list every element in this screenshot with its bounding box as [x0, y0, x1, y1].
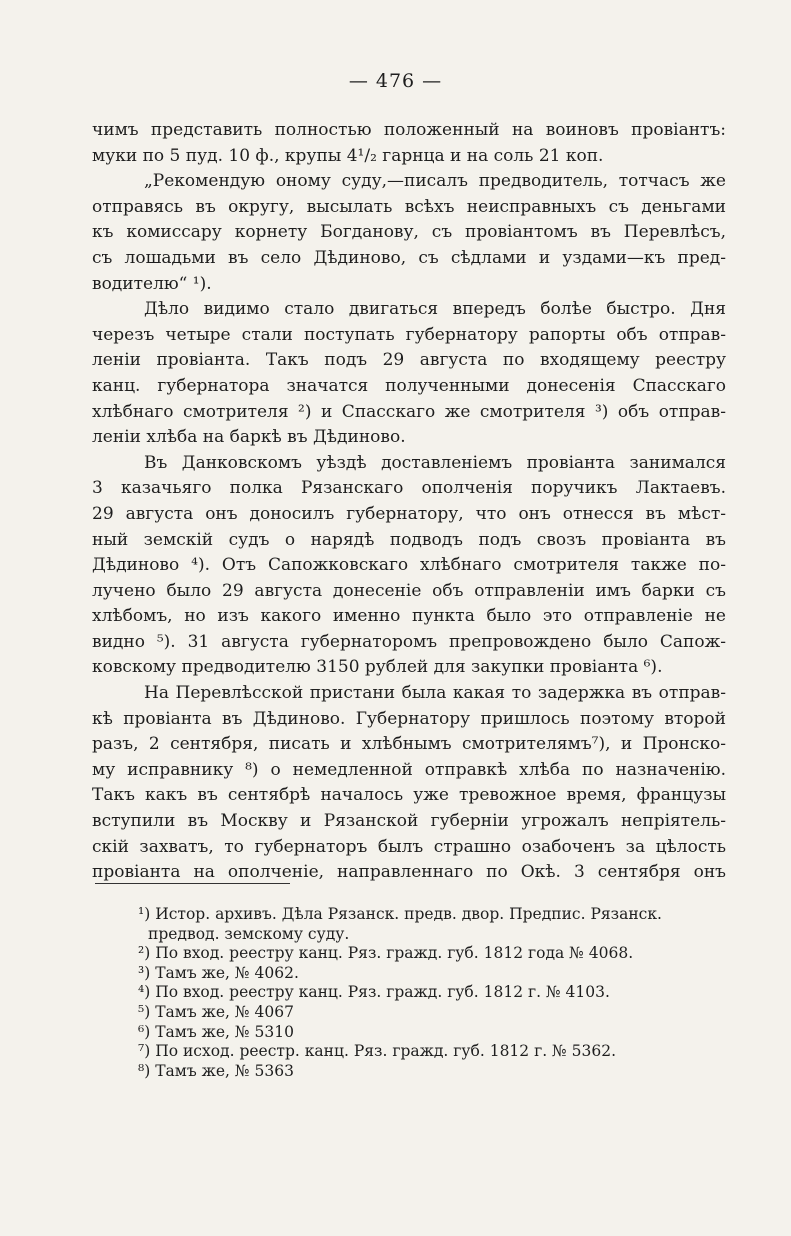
footnote: ³) Тамъ же, № 4062.	[138, 963, 299, 982]
text-line: хлѣбнаго смотрителя ²) и Спасскаго же смотрителя ³) объ отправ-	[92, 401, 726, 422]
text-line: леніи провіанта. Такъ подъ 29 августа по входящему реестру	[92, 350, 726, 371]
text-line: водителю“ ¹).	[92, 273, 212, 294]
footnote: ⁸) Тамъ же, № 5363	[138, 1061, 294, 1080]
footnote: ¹) Истор. архивъ. Дѣла Рязанск. предв. двор. Предпис. Рязанск.	[138, 905, 662, 923]
footnote: ⁷) По исход. реестр. канц. Ряз. гражд. губ. 1812 г. № 5362.	[138, 1042, 617, 1061]
text-line: му исправнику ⁸) о немедленной отправкѣ хлѣба по назначенію.	[92, 759, 726, 780]
footnote: ²) По вход. реестру канц. Ряз. гражд. губ. 1812 года № 4068.	[138, 944, 634, 963]
text-line: видно ⁵). 31 августа губернаторомъ препровождено было Сапож-	[92, 631, 726, 652]
text-line: Дѣдиново ⁴). Отъ Сапожковскаго хлѣбнаго смотрителя также по-	[92, 555, 726, 576]
text-line: ковскому предводителю 3150 рублей для закупки провіанта ⁶).	[92, 657, 663, 678]
text-line: вступили въ Москву и Рязанской губерніи угрожалъ непріятель-	[92, 811, 726, 832]
text-line: лучено было 29 августа донесеніе объ отправленіи имъ барки съ	[92, 580, 726, 601]
text-line: 3 казачьяго полка Рязанскаго ополченія поручикъ Лактаевъ.	[92, 478, 726, 499]
text-line: Такъ какъ въ сентябрѣ началось уже тревожное время, французы	[92, 785, 726, 806]
footnotes	[138, 905, 738, 1081]
text-line: канц. губернатора значатся полученными донесенія Спасскаго	[92, 375, 726, 396]
text-line: провіанта на ополченіе, направленнаго по Окѣ. 3 сентября онъ	[92, 862, 726, 883]
text-line: ный земскій судъ о нарядѣ подводъ подъ свозъ провіанта въ	[92, 529, 726, 550]
text-line: леніи хлѣба на баркѣ въ Дѣдиново.	[92, 427, 406, 448]
text-line: На Перевлѣсской пристани была какая то задержка въ отправ-	[144, 683, 726, 704]
text-line: Въ Данковскомъ уѣздѣ доставленіемъ провіанта занимался	[144, 452, 726, 473]
footnote-divider	[95, 883, 290, 884]
text-line: „Рекомендую оному суду,—писалъ предводитель, тотчасъ же	[144, 171, 726, 192]
text-line: разъ, 2 сентября, писать и хлѣбнымъ смотрителямъ⁷), и Пронско-	[92, 734, 726, 755]
footnote: ⁴) По вход. реестру канц. Ряз. гражд. губ. 1812 г. № 4103.	[138, 983, 610, 1002]
text-line: черезъ четыре стали поступать губернатору рапорты объ отправ-	[92, 324, 726, 345]
text-line: хлѣбомъ, но изъ какого именно пункта было это отправленіе не	[92, 606, 726, 627]
text-line: кѣ провіанта въ Дѣдиново. Губернатору пришлось поэтому второй	[92, 708, 726, 729]
text-line: къ комиссару корнету Богданову, съ провіантомъ въ Перевлѣсъ,	[92, 222, 726, 243]
text-line: чимъ представить полностью положенный на воиновъ провіантъ:	[92, 120, 726, 140]
text-line: муки по 5 пуд. 10 ф., крупы 4¹/₂ гарнца и на соль 21 коп.	[92, 145, 604, 166]
footnote: ⁵) Тамъ же, № 4067	[138, 1002, 294, 1021]
footnote: предвод. земскому суду.	[148, 924, 350, 943]
body-text	[92, 118, 726, 886]
page-number: — 476 —	[348, 70, 443, 92]
footnote: ⁶) Тамъ же, № 5310	[138, 1022, 294, 1041]
text-line: скій захватъ, то губернаторъ былъ страшно озабоченъ за цѣлость	[92, 836, 726, 857]
text-line: съ лошадьми въ село Дѣдиново, съ сѣдлами и уздами—къ пред-	[92, 247, 726, 268]
text-line: Дѣло видимо стало двигаться впередъ болѣе быстро. Дня	[144, 299, 726, 320]
text-line: отправясь въ округу, высылать всѣхъ неисправныхъ съ деньгами	[92, 196, 726, 217]
text-line: 29 августа онъ доносилъ губернатору, что онъ отнесся въ мѣст-	[92, 503, 726, 524]
